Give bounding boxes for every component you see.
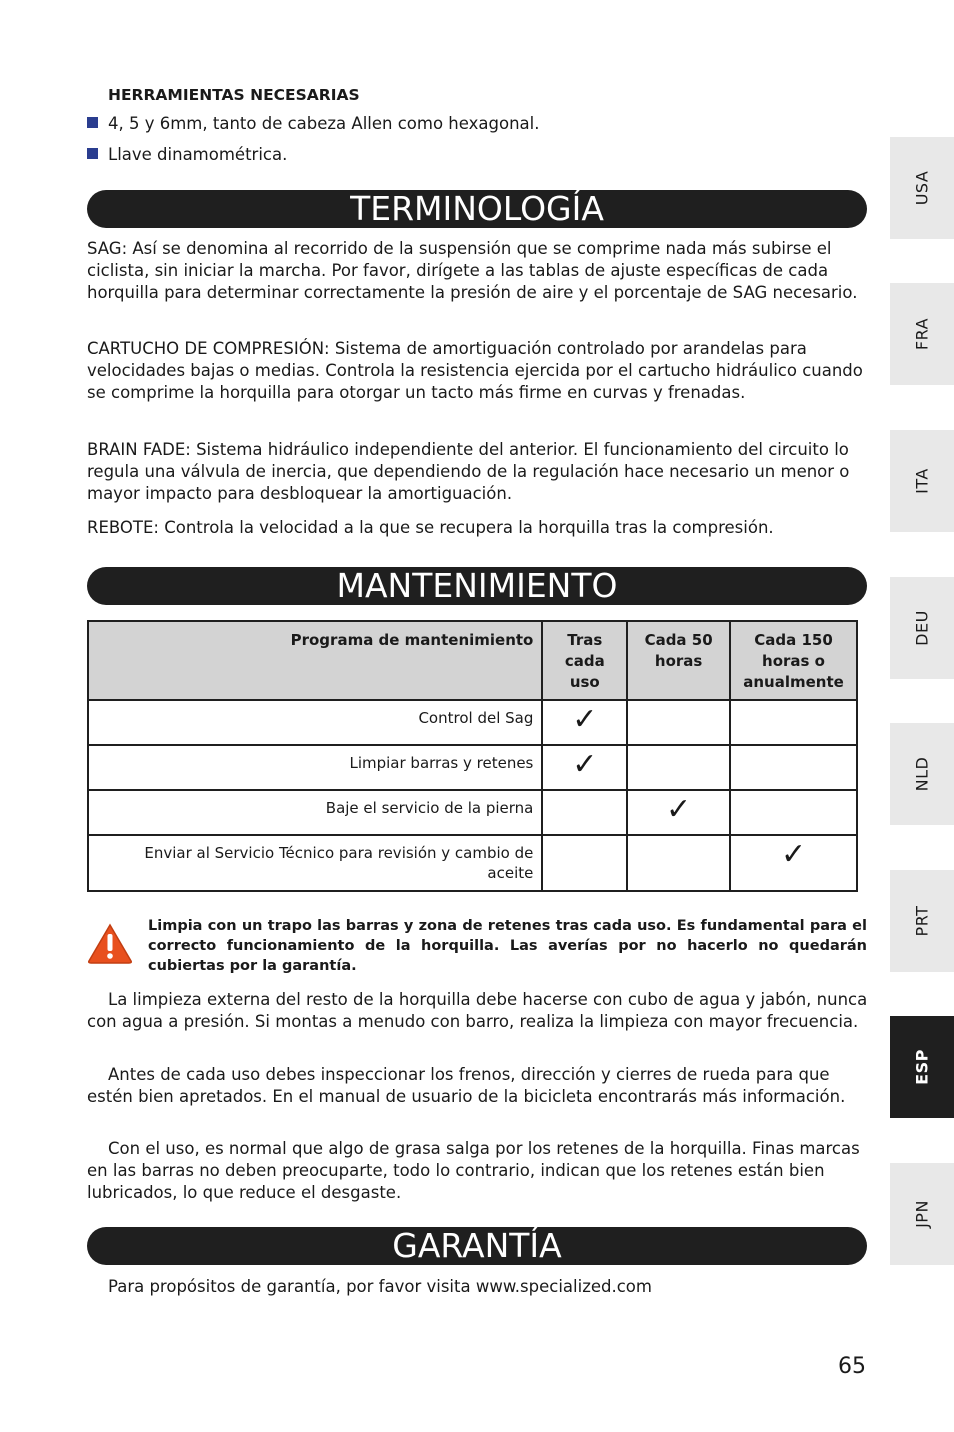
check-cell: [730, 745, 857, 790]
page-number: 65: [838, 1354, 866, 1379]
brain-definition: BRAIN FADE: Sistema hidráulico independiente del anterior. El funcionamiento del circuito lo regula una válvula de inercia, que dependiendo de la regulación hace necesario un menor o mayor impacto para desbloquear la amortiguación.: [87, 440, 850, 503]
warranty-text: Para propósitos de garantía, por favor visita www.specialized.com: [108, 1277, 652, 1296]
cleaning-paragraph: La limpieza externa del resto de la horquilla debe hacerse con cubo de agua y jabón, nunca con agua a presión. Si montas a menudo con barro, realiza la limpieza con mayor frecuencia.: [87, 990, 868, 1031]
check-icon: ✓: [542, 700, 627, 745]
task-cell: Enviar al Servicio Técnico para revisión y cambio de aceite: [88, 835, 542, 891]
tab-ita[interactable]: ITA: [890, 430, 954, 532]
task-cell: Baje el servicio de la pierna: [88, 790, 542, 835]
check-cell: [627, 745, 730, 790]
tab-prt[interactable]: PRT: [890, 870, 954, 972]
tab-fra[interactable]: FRA: [890, 283, 954, 385]
maintenance-heading: MANTENIMIENTO: [87, 567, 867, 605]
warranty-heading: GARANTÍA: [87, 1227, 867, 1265]
cartucho-definition: CARTUCHO DE COMPRESIÓN: Sistema de amortiguación controlado por arandelas para velocidades bajas o medias. Controla la resistencia ejercida por el cartucho hidráulico cuando se comprime la horquilla para otorgar un tacto más firme en curvas y frenadas.: [87, 339, 863, 402]
inspection-paragraph: Antes de cada uso debes inspeccionar los frenos, dirección y cierres de rueda para que estén bien apretados. En el manual de usuario de la bicicleta encontrarás más información.: [87, 1065, 846, 1106]
terminology-heading: TERMINOLOGÍA: [87, 190, 867, 228]
tools-title: HERRAMIENTAS NECESARIAS: [108, 86, 360, 104]
table-row: [88, 700, 857, 745]
tab-deu[interactable]: DEU: [890, 577, 954, 679]
table-row: [88, 835, 857, 891]
rebote-definition: REBOTE: Controla la velocidad a la que se recupera la horquilla tras la compresión.: [87, 518, 774, 537]
tab-jpn[interactable]: JPN: [890, 1163, 954, 1265]
table-header: Cada 150 horas o anualmente: [730, 621, 857, 700]
table-row: [88, 745, 857, 790]
table-row: [88, 790, 857, 835]
check-cell: [542, 790, 627, 835]
check-cell: [627, 835, 730, 891]
tab-usa[interactable]: USA: [890, 137, 954, 239]
bullet-square-icon: [87, 117, 98, 128]
check-cell: [730, 790, 857, 835]
check-icon: ✓: [542, 745, 627, 790]
table-header: Tras cada uso: [542, 621, 627, 700]
task-cell: Limpiar barras y retenes: [88, 745, 542, 790]
tools-item: Llave dinamométrica.: [87, 145, 287, 164]
warning-text: Limpia con un trapo las barras y zona de retenes tras cada uso. Es fundamental para el correcto funcionamiento de la horquilla. Las averías por no hacerlo no quedarán cubiertas por la garantía.: [148, 918, 867, 974]
check-icon: ✓: [627, 790, 730, 835]
sag-definition: SAG: Así se denomina al recorrido de la suspensión que se comprime nada más subirse el ciclista, sin iniciar la marcha. Por favor, dirígete a las tablas de ajuste específicas de cada horquilla para determinar correctamente la presión de aire y el porcentaje de SAG necesario.: [87, 239, 858, 302]
grease-paragraph: Con el uso, es normal que algo de grasa salga por los retenes de la horquilla. Finas marcas en las barras no deben preocuparte, todo lo contrario, indican que los retenes están bien lubricados, lo que reduce el desgaste.: [87, 1139, 860, 1202]
bullet-square-icon: [87, 148, 98, 159]
table-header: Cada 50 horas: [627, 621, 730, 700]
table-header-row: [88, 621, 857, 700]
warning-icon: [87, 922, 133, 964]
check-cell: [730, 700, 857, 745]
check-cell: [627, 700, 730, 745]
maintenance-table: [87, 620, 858, 892]
task-cell: Control del Sag: [88, 700, 542, 745]
tab-nld[interactable]: NLD: [890, 723, 954, 825]
check-cell: [542, 835, 627, 891]
check-icon: ✓: [730, 835, 857, 891]
table-header: Programa de mantenimiento: [88, 621, 542, 700]
tools-item: 4, 5 y 6mm, tanto de cabeza Allen como hexagonal.: [87, 114, 539, 133]
tab-esp[interactable]: ESP: [890, 1016, 954, 1118]
